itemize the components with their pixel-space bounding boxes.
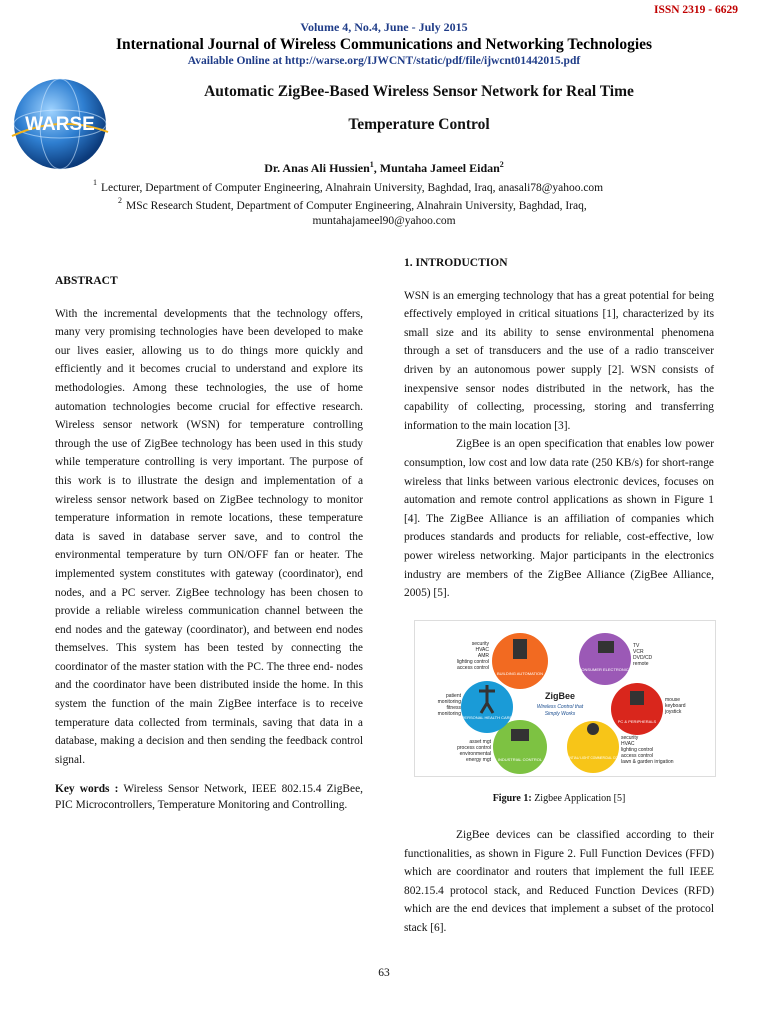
aff1-text: Lecturer, Department of Computer Engineering, Alnahrain University, Baghdad, Iraq, anasali78@yahoo.com [101, 182, 604, 194]
author-2-sup: 2 [499, 160, 504, 169]
svg-text:fitness: fitness [446, 705, 461, 711]
affiliation-2-email: muntahajameel90@yahoo.com [312, 215, 456, 227]
svg-text:BUILDING AUTOMATION: BUILDING AUTOMATION [496, 671, 544, 676]
abstract-heading: ABSTRACT [55, 275, 118, 287]
svg-text:mouse: mouse [665, 697, 681, 703]
svg-text:process control: process control [457, 745, 491, 751]
svg-text:HVAC: HVAC [475, 647, 489, 653]
warse-logo [8, 74, 112, 174]
intro-paragraph-2: ZigBee is an open specification that enables low power consumption, low cost and low data rate (250 KB/s) for short-range wireless that links between various electronic devices, focuses on automation and remote control applications as shown in Figure 1 [4]. The ZigBee Alliance is an affiliation of companies which produces standards and products for reliable, cost-effective, low power wireless networking. Major participants in the electronics industry are members of the ZigBee Alliance (ZigBee Alliance, 2005) [5]. [404, 438, 714, 600]
introduction-heading: 1. INTRODUCTION [404, 257, 508, 269]
svg-text:lighting control: lighting control [456, 659, 489, 665]
keywords-label: Key words : [55, 783, 119, 796]
svg-text:CONSUMER ELECTRONICS: CONSUMER ELECTRONICS [578, 667, 632, 672]
intro-paragraph-1: WSN is an emerging technology that has a great potential for being effectively employed in critical situations [1], characterized by its small size and its ability to sense environmental phenomena through a set of transducers and the use of a radio transceiver driven by an autonomous power supply [2]. WSN consists of inexpensive sensor nodes distributed in the network, has the capability of collecting, processing, storing and transferring information to the main location [3]. [404, 289, 714, 432]
svg-text:monitoring: monitoring [437, 699, 461, 705]
svg-text:patient: patient [445, 693, 461, 699]
svg-text:environmental: environmental [459, 751, 491, 757]
keywords-text: Wireless Sensor Network, IEEE 802.15.4 ZigBee, PIC Microcontrollers, Temperature Monitoring and Controlling. [55, 783, 363, 812]
computer-icon [630, 691, 644, 705]
aff2-num: 2 [118, 196, 122, 205]
paper-title-line1: Automatic ZigBee-Based Wireless Sensor Network for Real Time [204, 83, 634, 100]
figure-caption-label: Figure 1: [492, 793, 532, 804]
lightbulb-icon [587, 723, 599, 735]
right-column [404, 254, 714, 603]
left-column [55, 272, 363, 813]
author-1-sup: 1 [369, 160, 374, 169]
figure-caption-text: Zigbee Application [5] [531, 793, 626, 804]
circle-consumer-electronics [579, 633, 631, 685]
author-2: Muntaha Jameel Eidan [379, 161, 500, 175]
factory-icon [511, 729, 529, 741]
volume-info: Volume 4, No.4, June - July 2015 [300, 20, 468, 34]
svg-text:access control: access control [457, 665, 489, 671]
svg-text:joystick: joystick [665, 709, 682, 715]
svg-text:VCR: VCR [633, 649, 644, 655]
author-separator: , [373, 161, 380, 175]
svg-text:security: security [621, 735, 639, 741]
affiliation-2 [118, 196, 587, 212]
building-icon [513, 639, 527, 659]
journal-title: International Journal of Wireless Communications and Networking Technologies [115, 36, 653, 53]
svg-text:PERSONAL HEALTH CARE: PERSONAL HEALTH CARE [461, 715, 513, 720]
logo-text: WARSE [25, 114, 95, 135]
circle-pc-peripherals [611, 683, 663, 735]
availability-url[interactable]: Available Online at http://warse.org/IJWCNT/static/pdf/file/ijwcnt01442015.pdf [187, 55, 581, 67]
aff2-text: MSc Research Student, Department of Computer Engineering, Alnahrain University, Baghdad, Iraq, [126, 200, 587, 212]
keywords [55, 781, 363, 813]
author-1: Dr. Anas Ali Hussien [264, 161, 370, 175]
svg-text:asset mgt: asset mgt [469, 739, 491, 745]
figure-center-title: ZigBee [544, 691, 576, 701]
svg-text:energy mgt: energy mgt [465, 757, 491, 763]
svg-text:RESIDENTIAL/ LIGHT COMMERCIAL: RESIDENTIAL/ LIGHT COMMERCIAL CONTROL [557, 756, 629, 760]
svg-text:DVD/CD: DVD/CD [633, 655, 653, 661]
page-number: 63 [378, 967, 390, 979]
svg-text:TV: TV [633, 643, 640, 649]
zigbee-application-figure [414, 620, 716, 777]
svg-text:lighting control: lighting control [621, 747, 654, 753]
svg-text:keyboard: keyboard [665, 703, 686, 709]
svg-text:remote: remote [633, 661, 649, 667]
tv-icon [598, 641, 614, 653]
svg-text:AMR: AMR [477, 653, 489, 659]
svg-text:monitoring: monitoring [437, 711, 461, 717]
svg-text:PC & PERIPHERALS: PC & PERIPHERALS [617, 719, 657, 724]
right-column-after-figure [404, 826, 714, 938]
svg-text:Wireless Control that: Wireless Control that [536, 704, 584, 710]
figure-caption [404, 793, 714, 804]
authors [0, 160, 768, 176]
svg-text:lawn & garden irrigation: lawn & garden irrigation [621, 759, 674, 765]
affiliation-1 [93, 178, 603, 194]
svg-text:INDUSTRIAL CONTROL: INDUSTRIAL CONTROL [497, 757, 543, 762]
intro-paragraph-3: ZigBee devices can be classified according to their functionalities, as shown in Figure 2. Full Function Devices (FFD) which are coordinator and routers that implement the full IEEE 802.15.4 protocol stack, and Reduced Function Devices (RFD) which are the end devices that implement a subset of the protocol stack [6]. [404, 829, 714, 934]
paper-title-line2: Temperature Control [348, 116, 490, 133]
abstract-body: With the incremental developments that the technology offers, many very promising technologies have been developed to make our lives easier, allowing us to do things more quickly and efficiently and it becomes crucial to understand and explore its methodologies. Among these technologies, the use of home automation technologies become crucial for effective research. Wireless sensor network (WSN) for temperature controlling through the use of ZigBee technology has been used in this study while temperature controlling is very important. The purpose of this work is to illustrate the design and implementation of a wireless sensor network based on ZigBee technology to monitor temperature information in remote locations, these temperature data is saved in database server save, and to control the environmental temperature by turn ON/OFF fan or heater. The implemented system constitutes with gateway (coordinator), end nodes, and a PC server. ZigBee technology has been chosen to provide a reliable wireless communication channel between the end nodes and the gateway (coordinator), and between end nodes themselves. This system has been tested by connecting the coordinator of the master station with the PC. The three end- nodes and the coordinator have been distributed inside the home. In this system the function of the main ZigBee interface is to receive temperature data collected from terminals, saving that data in a database, making a decision and then sending the feedback control signal. [55, 307, 363, 766]
aff1-num: 1 [93, 178, 97, 187]
svg-text:access control: access control [621, 753, 653, 759]
svg-text:security: security [471, 641, 489, 647]
svg-text:Simply Works: Simply Works [544, 711, 576, 717]
issn: ISSN 2319 - 6629 [653, 4, 738, 16]
svg-text:HVAC: HVAC [621, 741, 635, 747]
